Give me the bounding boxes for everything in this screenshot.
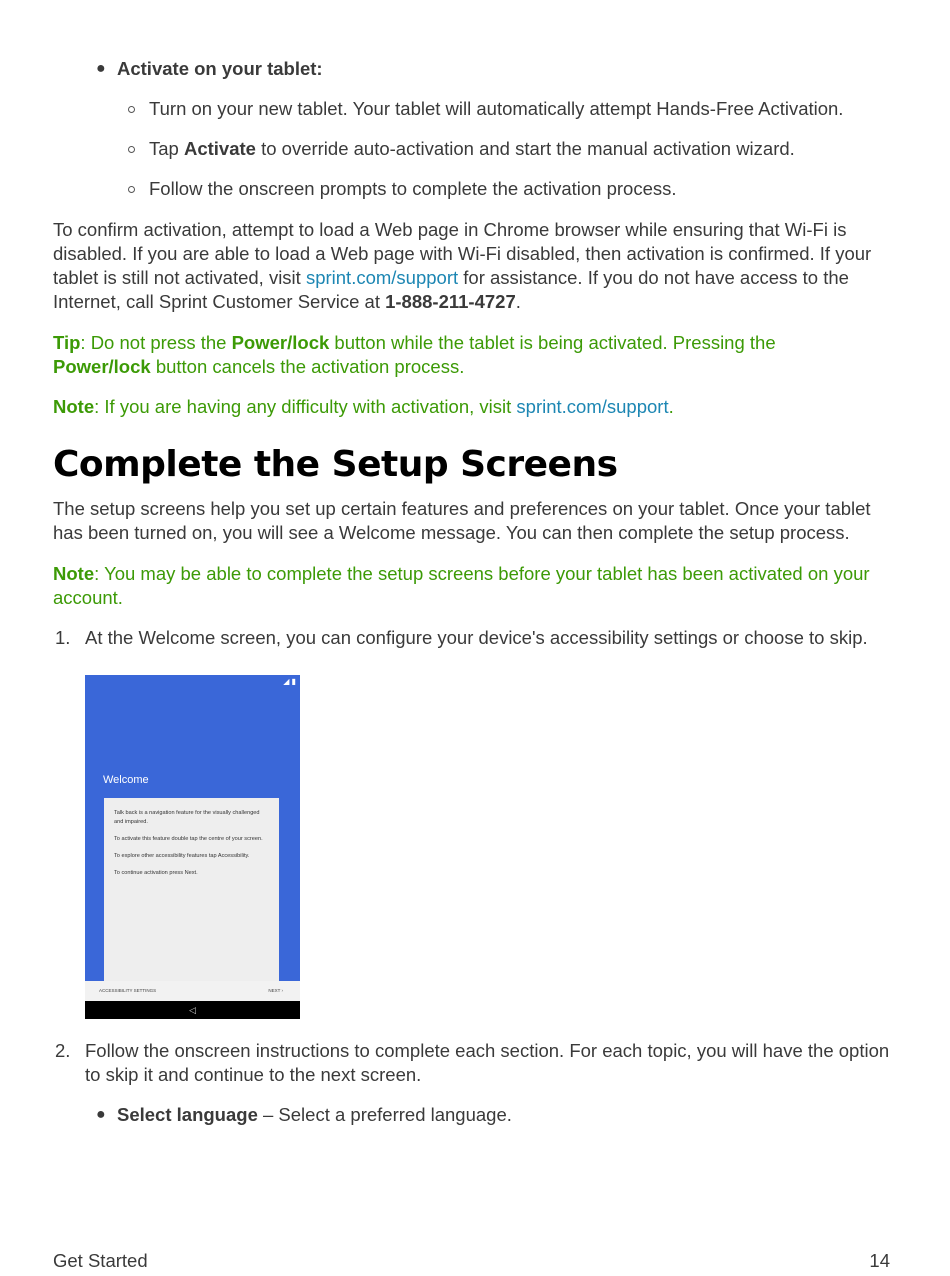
ring-bullet-icon	[128, 106, 135, 113]
tip-text: button while the tablet is being activated. Pressing the	[329, 332, 776, 353]
tip-label: Tip	[53, 332, 81, 353]
paragraph-text: .	[515, 291, 521, 312]
confirm-paragraph	[53, 218, 893, 314]
step-number: 2.	[55, 1040, 71, 1061]
power-lock-term: Power/lock	[53, 356, 151, 377]
card-line: To continue activation press Next.	[114, 870, 198, 876]
tip-text: : Do not press the	[80, 332, 232, 353]
paragraph-text: To confirm activation, attempt to load a Web page in Chrome browser while ensuring that Wi-Fi is disabled. If you are able to load a Web page with Wi-Fi disabled, then activation is confirmed. If your tablet is still not activated, visit	[53, 219, 872, 288]
welcome-title: Welcome	[103, 774, 149, 786]
card-line: To explore other accessibility features tap Accessibility.	[114, 853, 250, 859]
step-2	[55, 1039, 893, 1087]
note-text: : If you are having any difficulty with activation, visit	[94, 396, 517, 417]
step-text: At the Welcome screen, you can configure your device's accessibility settings or choose to skip.	[85, 627, 868, 648]
welcome-screenshot	[85, 675, 300, 1019]
ring-bullet-icon	[128, 186, 135, 193]
select-language-term: Select language	[117, 1104, 258, 1125]
sub-bullet-tap-activate	[149, 137, 795, 161]
step-1	[55, 626, 893, 650]
note-label: Note	[53, 563, 95, 584]
card-line: To activate this feature double tap the centre of your screen.	[114, 836, 263, 842]
support-link[interactable]: sprint.com/support	[305, 267, 459, 288]
ring-bullet-icon	[128, 146, 135, 153]
screenshot-action-bar	[85, 981, 300, 1001]
note-text: .	[668, 396, 674, 417]
status-bar-icon: ◢ ▮	[283, 677, 296, 686]
phone-number: 1-888-211-4727	[385, 291, 516, 312]
back-icon: ◁	[85, 1001, 300, 1019]
step-text: Follow the onscreen instructions to complete each section. For each topic, you will have the option to skip it and continue to the next screen.	[85, 1040, 890, 1085]
next-button: NEXT ›	[268, 988, 283, 993]
bullet-dot-icon: ●	[96, 1106, 106, 1123]
sub-bullet-turn-on	[149, 97, 843, 121]
note-text: : You may be able to complete the setup screens before your tablet has been activated on your account.	[53, 563, 870, 608]
sub-bullet-text: to override auto-activation and start the manual activation wizard.	[255, 138, 795, 159]
welcome-card	[104, 798, 279, 981]
card-line: Talk back is a navigation feature for the visually challenged and impaired.	[114, 810, 260, 825]
section-heading: Complete the Setup Screens	[53, 444, 618, 485]
sub-bullet-text: Tap	[149, 138, 184, 159]
sub-bullet-text: Follow the onscreen prompts to complete the activation process.	[149, 178, 677, 199]
footer-page-number: 14	[869, 1250, 890, 1271]
tip-paragraph	[53, 331, 853, 379]
footer-section-name: Get Started	[53, 1250, 148, 1271]
bullet-heading: Activate on your tablet:	[117, 58, 323, 79]
note-label: Note	[53, 396, 95, 417]
note-paragraph-setup	[53, 562, 893, 610]
bullet-select-language	[96, 1103, 512, 1127]
sub-bullet-text: Turn on your new tablet. Your tablet will automatically attempt Hands-Free Activation.	[149, 98, 844, 119]
note-paragraph-difficulty	[53, 395, 893, 419]
power-lock-term: Power/lock	[231, 332, 330, 353]
bullet-dot-icon: ●	[96, 60, 106, 77]
step-number: 1.	[55, 627, 71, 648]
setup-intro-paragraph: The setup screens help you set up certain features and preferences on your tablet. Once your tablet has been turned on, you will see a Welcome message. You can then complete the setup process.	[53, 498, 871, 543]
accessibility-settings-button: ACCESSIBILITY SETTINGS	[99, 988, 157, 993]
sub-bullet-follow-prompts	[149, 177, 677, 201]
bullet-text: – Select a preferred language.	[257, 1104, 512, 1125]
activate-term: Activate	[183, 138, 256, 159]
paragraph-text: for assistance. If you do not have access to the Internet, call Sprint Customer Service at	[53, 267, 849, 312]
bullet-activate-tablet	[96, 57, 323, 81]
tip-text: button cancels the activation process.	[150, 356, 465, 377]
support-link[interactable]: sprint.com/support	[516, 396, 669, 417]
